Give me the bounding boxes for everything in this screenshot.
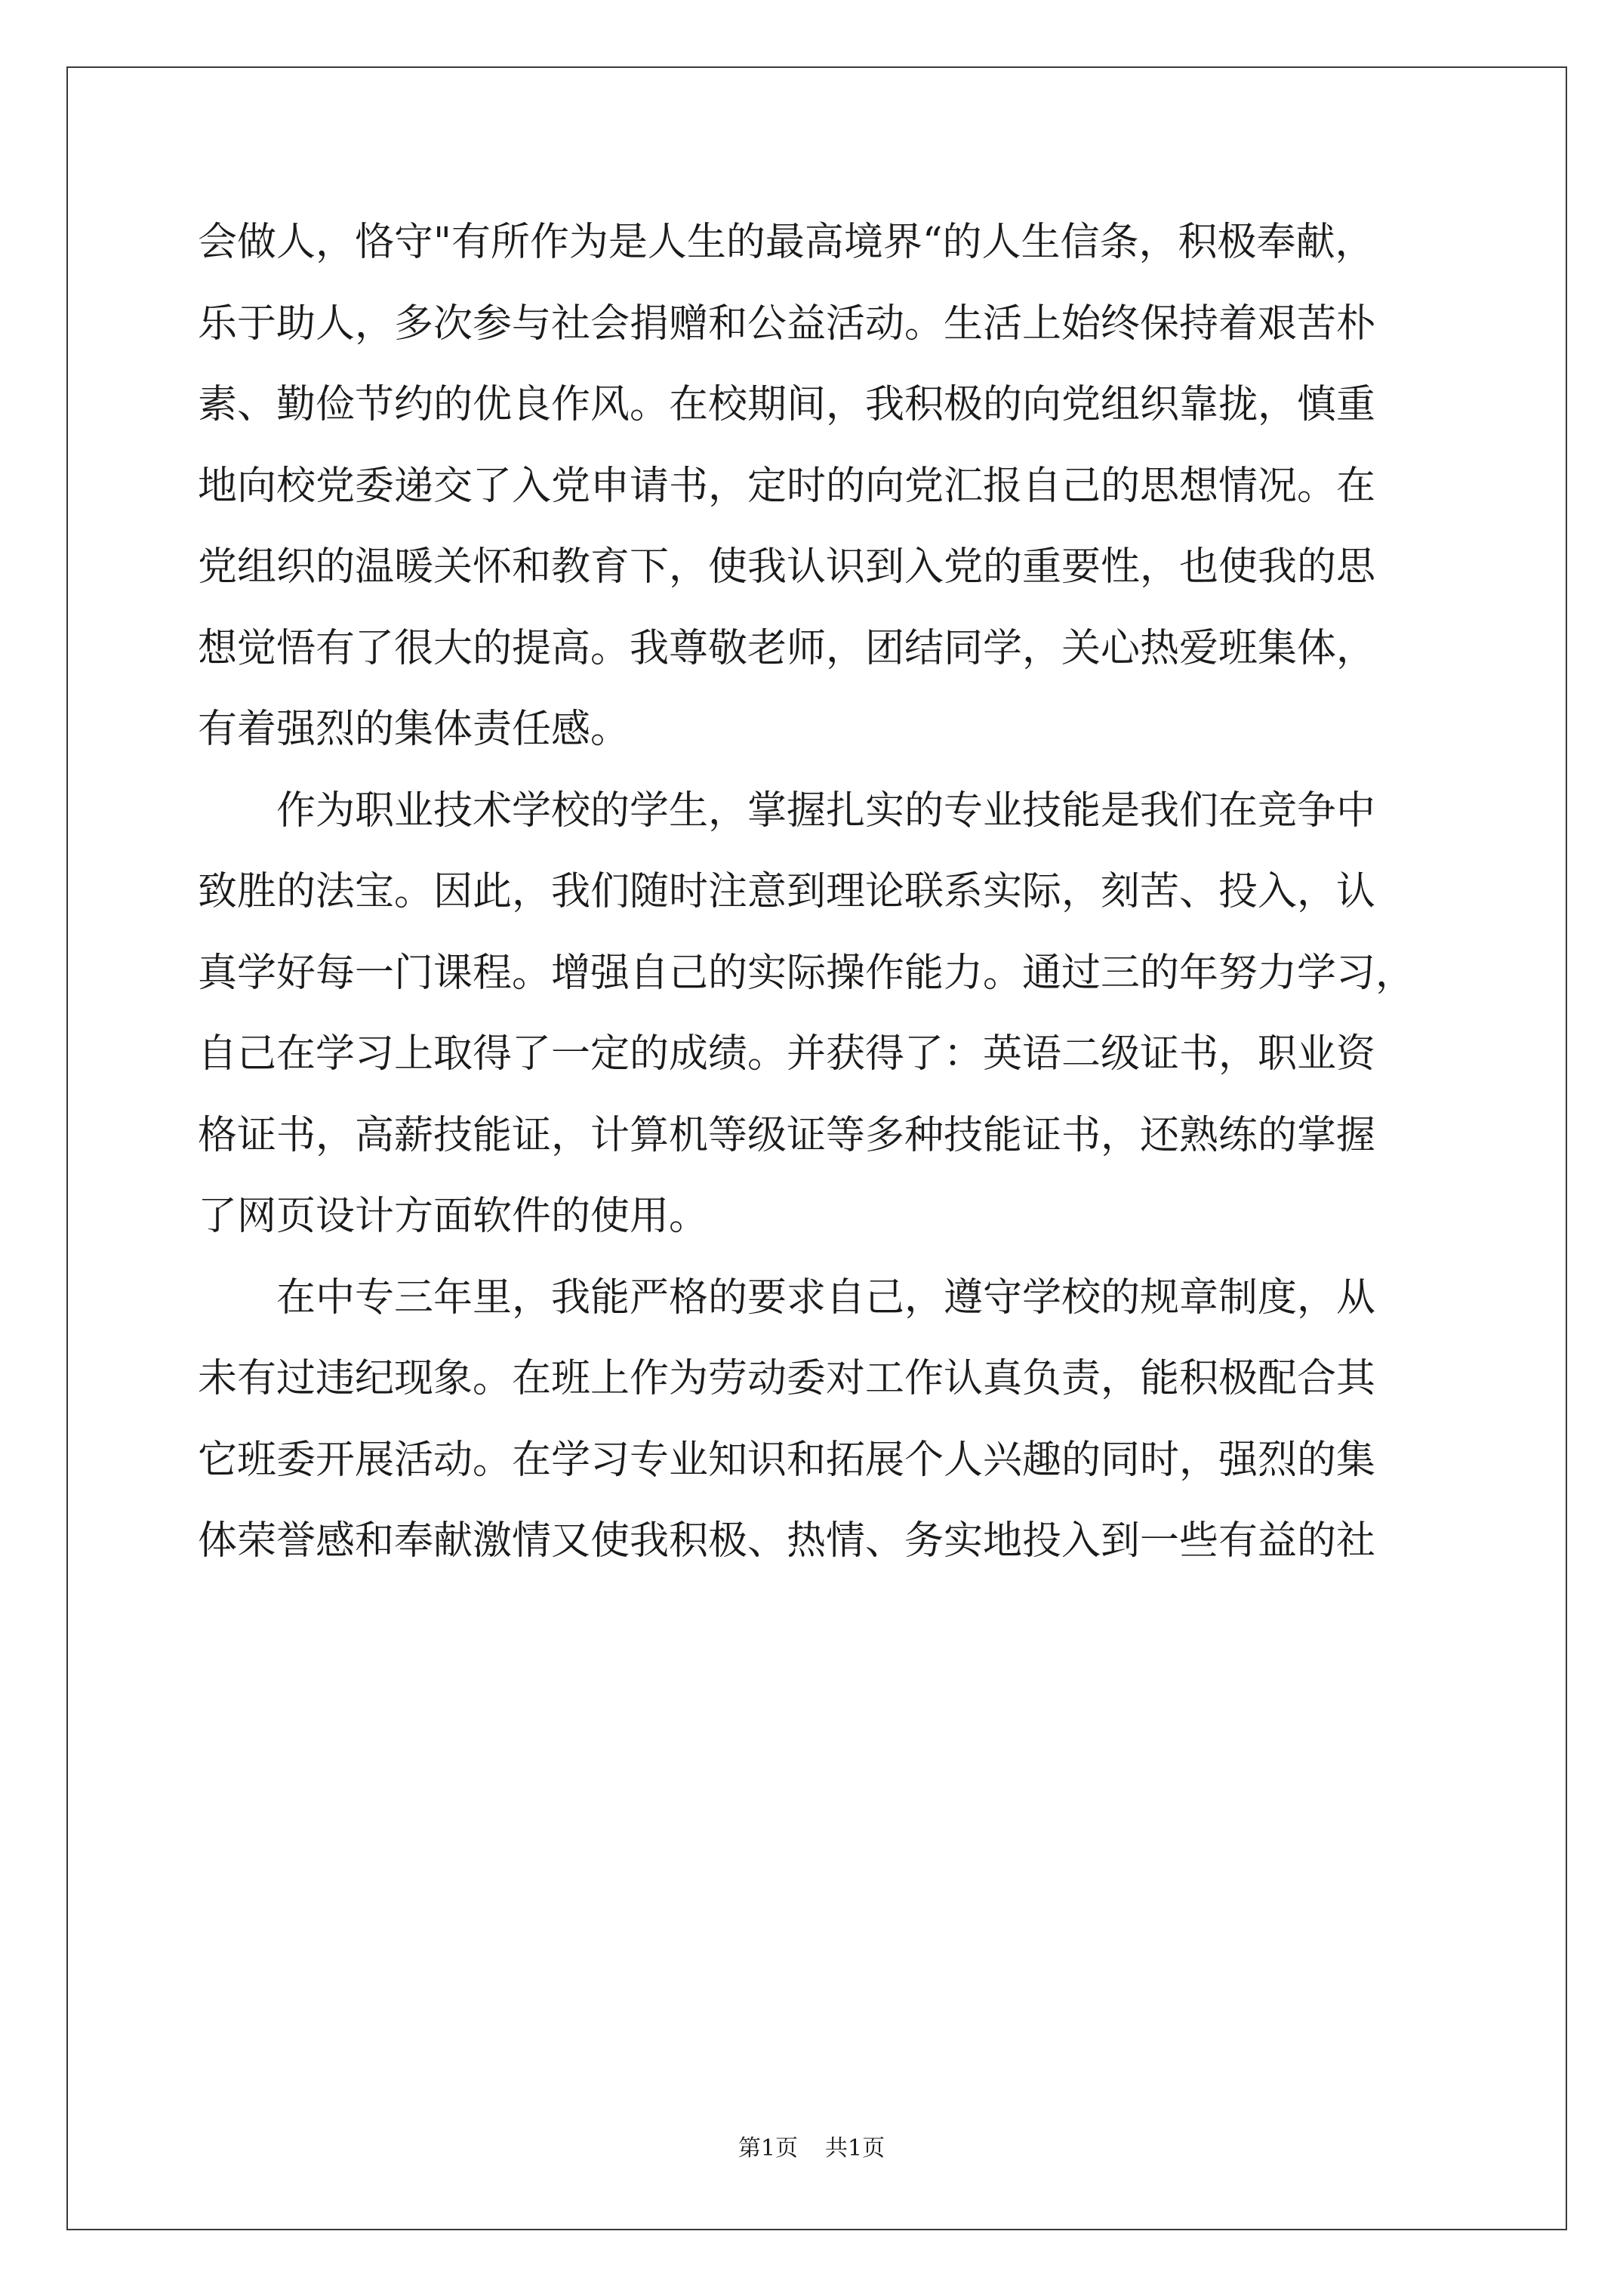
text-line: 格证书，高薪技能证，计算机等级证等多种技能证书，还熟练的掌握	[198, 1112, 1376, 1158]
text-line: 自己在学习上取得了一定的成绩。并获得了：英语二级证书，职业资	[198, 1031, 1376, 1077]
text-line: 体荣誉感和奉献激情又使我积极、热情、务实地投入到一些有益的社	[198, 1518, 1376, 1564]
page-number-total: 共1页	[825, 2135, 885, 2162]
text-line: 致胜的法宝。因此，我们随时注意到理论联系实际，刻苦、投入，认	[198, 869, 1376, 914]
text-line: 它班委开展活动。在学习专业知识和拓展个人兴趣的同时，强烈的集	[198, 1437, 1376, 1483]
text-line: 会做人，恪守"有所作为是人生的最高境界“的人生信条，积极奉献，	[198, 220, 1375, 265]
text-line: 乐于助人，多次参与社会捐赠和公益活动。生活上始终保持着艰苦朴	[198, 300, 1376, 347]
text-line: 了网页设计方面软件的使用。	[198, 1194, 709, 1239]
text-line: 在中专三年里，我能严格的要求自己，遵守学校的规章制度，从	[198, 1274, 1376, 1321]
page-footer	[0, 2134, 1623, 2164]
text-line: 未有过违纪现象。在班上作为劳动委对工作认真负责，能积极配合其	[198, 1356, 1376, 1401]
page-number-current: 第1页	[738, 2135, 798, 2162]
text-line: 素、勤俭节约的优良作风。在校期间，我积极的向党组织靠拢，慎重	[198, 382, 1376, 427]
text-line: 有着强烈的集体责任感。	[198, 707, 630, 752]
text-line: 作为职业技术学校的学生，掌握扎实的专业技能是我们在竞争中	[198, 787, 1376, 834]
text-line: 真学好每一门课程。增强自己的实际操作能力。通过三的年努力学习，	[198, 950, 1415, 996]
document-body	[198, 202, 1436, 1583]
text-line: 地向校党委递交了入党申请书，定时的向党汇报自己的思想情况。在	[198, 463, 1376, 509]
text-line: 党组织的温暖关怀和教育下，使我认识到入党的重要性，也使我的思	[198, 544, 1376, 590]
text-line: 想觉悟有了很大的提高。我尊敬老师，团结同学，关心热爱班集体，	[198, 625, 1376, 671]
